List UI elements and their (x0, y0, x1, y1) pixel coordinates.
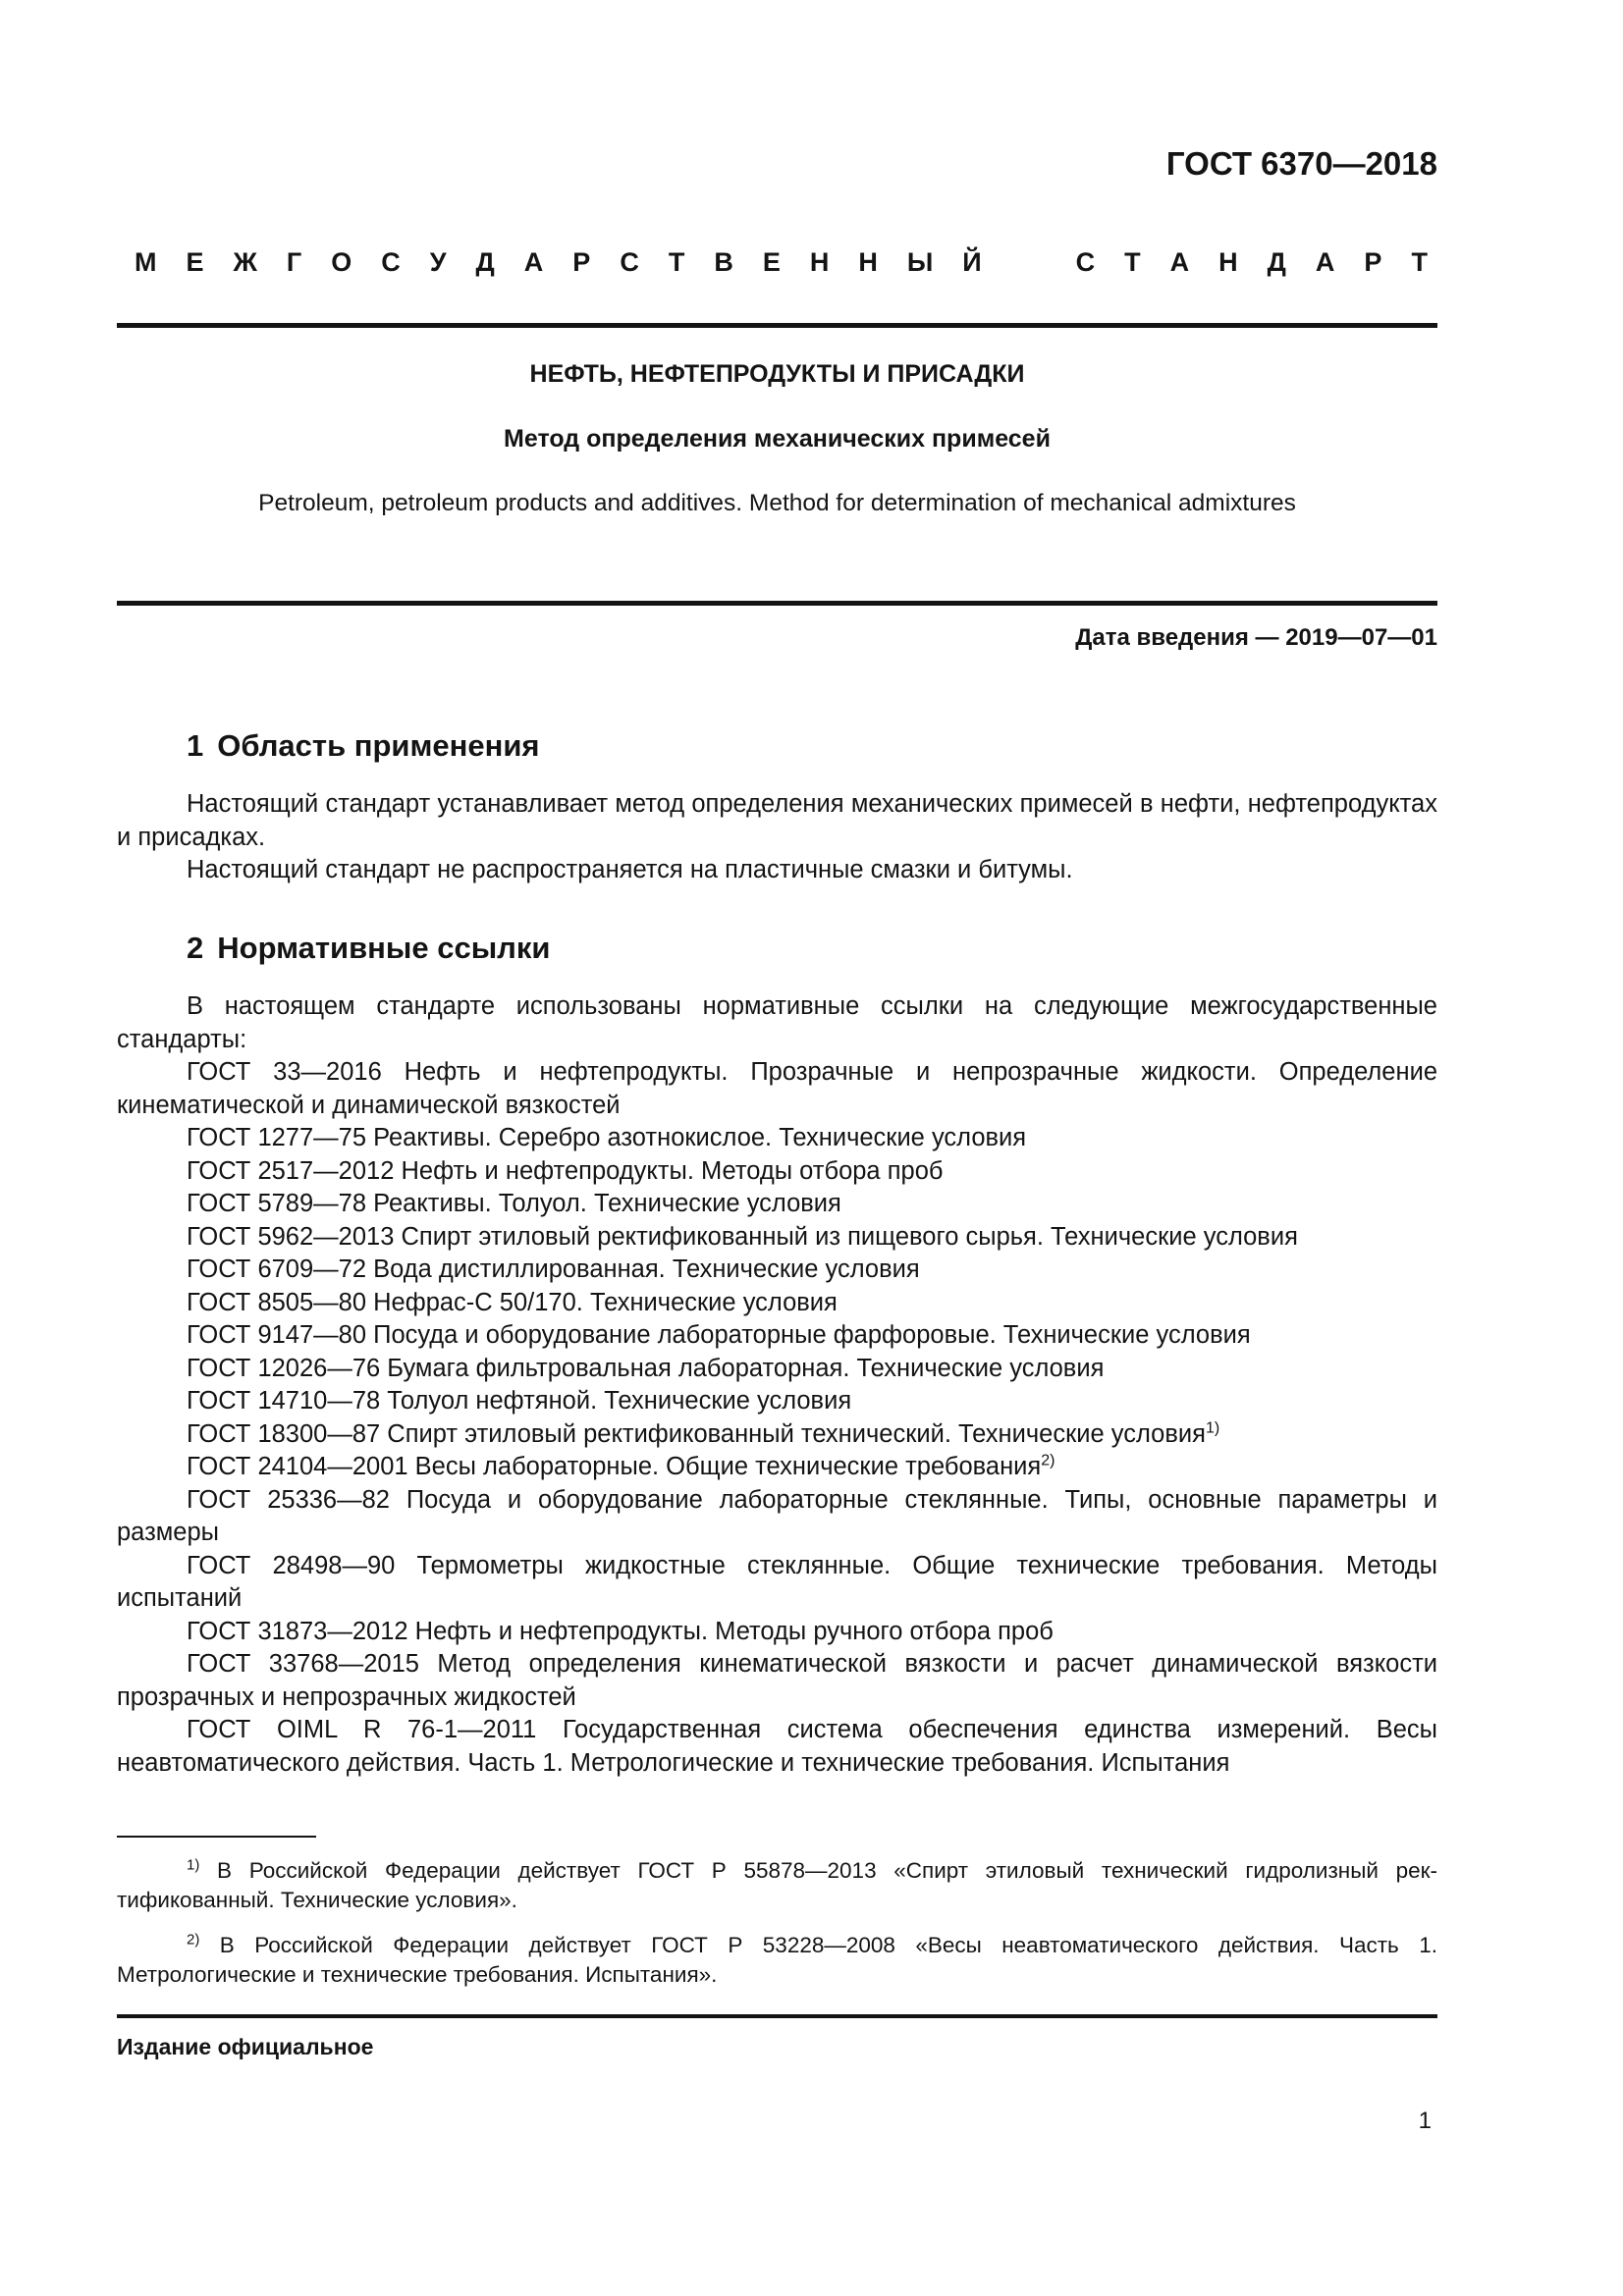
standard-kind-letter: А (1169, 247, 1190, 277)
standard-kind (135, 247, 1428, 278)
standard-kind-letter: Е (762, 247, 781, 277)
reference-text: ГОСТ 18300—87 Спирт этиловый ректификованный технический. Технические условия (187, 1419, 1206, 1448)
footnotes (117, 1856, 1437, 1990)
word-gap (1011, 247, 1047, 278)
footnote-marker[interactable]: 2) (1041, 1452, 1055, 1469)
reference-item: ГОСТ 33—2016 Нефть и нефтепродукты. Прозрачные и непрозрачные жидкости. Определение кинематической и динамической вязкостей (117, 1058, 1437, 1119)
standard-kind-letter: С (1075, 247, 1096, 277)
reference-item: ГОСТ 1277—75 Реактивы. Серебро азотнокислое. Технические условия (187, 1124, 1027, 1151)
reference-item: ГОСТ 2517—2012 Нефть и нефтепродукты. Методы отбора проб (187, 1156, 944, 1185)
footnote-marker[interactable]: 1) (1205, 1419, 1220, 1436)
paragraph: В настоящем стандарте использованы нормативные ссылки на следующие межгосударственные стандарты: (117, 992, 1437, 1053)
footnote-mark: 1) (187, 1856, 200, 1874)
standard-kind-letter: Д (1267, 247, 1286, 277)
standard-kind-letter: С (381, 247, 401, 277)
footnote (117, 1931, 1437, 1990)
reference-item: ГОСТ 12026—76 Бумага фильтровальная лабораторная. Технические условия (187, 1354, 1105, 1382)
section-number: 1 (187, 728, 204, 763)
standard-kind-letter: Р (1364, 247, 1382, 277)
standard-kind-letter: С (620, 247, 639, 277)
standard-kind-letter: Д (475, 247, 495, 277)
footnote-mark: 2) (187, 1931, 200, 1949)
footnote-text: В Российской Федерации действует ГОСТ Р 53228—2008 «Весы неавтоматического действия. Часть 1. Метрологические и технические требования. Испытания». (117, 1933, 1437, 1987)
standard-kind-letter: Е (186, 247, 204, 277)
standard-number: ГОСТ 6370—2018 (1165, 145, 1437, 182)
footnote-separator (117, 1836, 316, 1838)
standard-kind-letter: Р (572, 247, 591, 277)
document-title-english: Petroleum, petroleum products and additives. Method for determination of mechanical admixtures (258, 490, 1296, 516)
footer-divider (117, 2014, 1437, 2018)
standard-kind-letter: Т (1411, 247, 1428, 277)
edition-label: Издание официальное (117, 2034, 374, 2059)
standard-kind-letter: М (135, 247, 157, 277)
section-number: 2 (187, 931, 204, 965)
section-title: Область применения (217, 728, 540, 763)
reference-item (117, 1451, 1437, 1484)
reference-item: ГОСТ 25336—82 Посуда и оборудование лабораторные стеклянные. Типы, основные параметры и размеры (117, 1485, 1437, 1546)
standard-kind-letter: О (331, 247, 352, 277)
reference-item: ГОСТ 14710—78 Толуол нефтяной. Технические условия (187, 1387, 852, 1415)
reference-item (117, 1418, 1437, 1452)
standard-kind-letter: Т (668, 247, 685, 277)
standard-kind-letter: Ы (906, 247, 934, 277)
standard-kind-letter: Н (809, 247, 830, 277)
standard-kind-letter: Т (1124, 247, 1141, 277)
reference-item: ГОСТ 31873—2012 Нефть и нефтепродукты. Методы ручного отбора проб (187, 1617, 1054, 1645)
standard-kind-letter: Н (858, 247, 878, 277)
document-title: НЕФТЬ, НЕФТЕПРОДУКТЫ И ПРИСАДКИ (529, 360, 1025, 388)
section-2-heading (187, 931, 550, 966)
section-title: Нормативные ссылки (217, 931, 551, 965)
section-1-body (117, 788, 1437, 887)
footnote-text: В Российской Федерации действует ГОСТ Р 55878—2013 «Спирт этиловый технический гидролизный ректификованный. Технические условия». (117, 1858, 1437, 1912)
reference-item: ГОСТ 9147—80 Посуда и оборудование лабораторные фарфоровые. Технические условия (187, 1321, 1251, 1349)
document-page (117, 0, 1437, 2296)
standard-kind-letter: У (429, 247, 447, 277)
section-1-heading (187, 728, 540, 764)
standard-kind-letter: Й (962, 247, 982, 277)
document-subtitle: Метод определения механических примесей (504, 425, 1051, 453)
standard-kind-letter: Н (1218, 247, 1238, 277)
standard-kind-letter: Г (286, 247, 302, 277)
paragraph: Настоящий стандарт устанавливает метод определения механических примесей в нефти, нефтепродуктах и присадках. (117, 790, 1437, 851)
paragraph: Настоящий стандарт не распространяется на пластичные смазки и битумы. (187, 856, 1073, 883)
reference-item: ГОСТ 8505—80 Нефрас-С 50/170. Технические условия (187, 1288, 838, 1316)
standard-kind-letter: А (1315, 247, 1335, 277)
reference-item: ГОСТ 6709—72 Вода дистиллированная. Технические условия (187, 1255, 920, 1283)
footnote (117, 1856, 1437, 1915)
section-2-body (117, 990, 1437, 1780)
introduction-date: Дата введения — 2019—07—01 (1075, 624, 1437, 651)
reference-item: ГОСТ 5962—2013 Спирт этиловый ректификованный из пищевого сырья. Технические условия (187, 1222, 1298, 1251)
reference-item: ГОСТ 5789—78 Реактивы. Толуол. Технические условия (187, 1190, 841, 1217)
page-number: 1 (1418, 2108, 1432, 2134)
standard-kind-letter: В (714, 247, 733, 277)
reference-item: ГОСТ 33768—2015 Метод определения кинематической вязкости и расчет динамической вязкости прозрачных и непрозрачных жидкостей (117, 1650, 1437, 1711)
standard-kind-letter: А (523, 247, 544, 277)
reference-item: ГОСТ OIML R 76-1—2011 Государственная система обеспечения единства измерений. Весы неавтоматического действия. Часть 1. Метрологические и технические требования. Испытания (117, 1716, 1437, 1777)
title-divider (117, 601, 1437, 606)
reference-text: ГОСТ 24104—2001 Весы лабораторные. Общие технические требования (187, 1453, 1042, 1480)
header-divider (117, 323, 1437, 328)
reference-item: ГОСТ 28498—90 Термометры жидкостные стеклянные. Общие технические требования. Методы испытаний (117, 1551, 1437, 1612)
standard-kind-letter: Ж (233, 247, 257, 277)
